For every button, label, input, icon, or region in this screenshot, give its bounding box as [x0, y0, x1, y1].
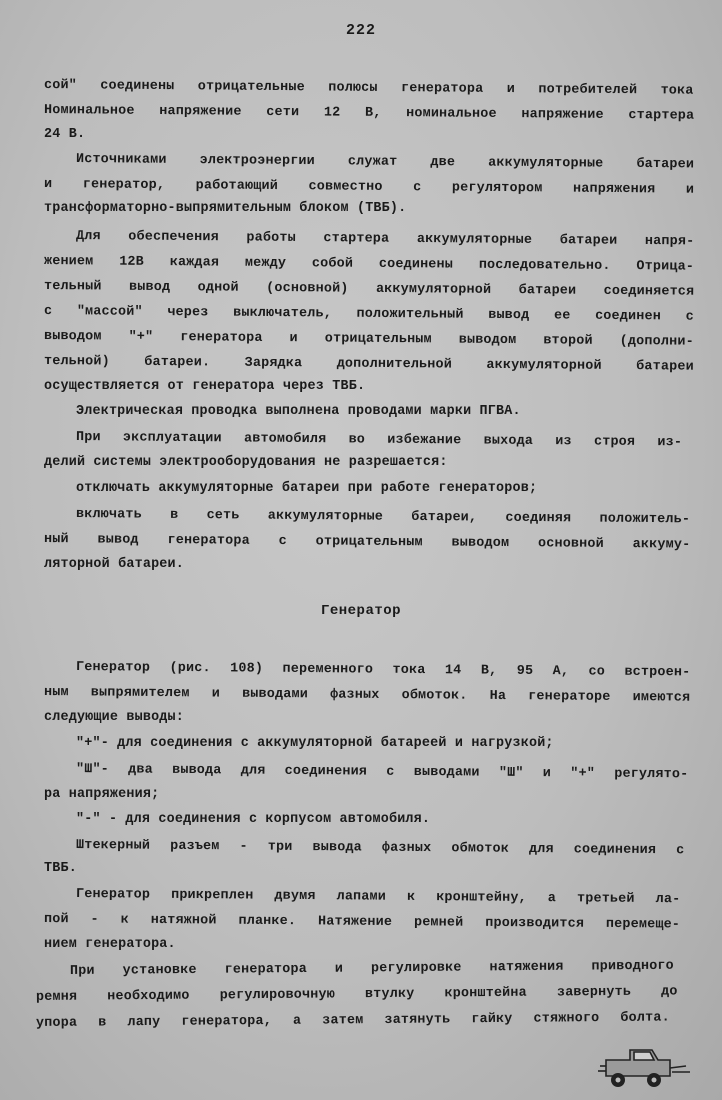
text-line: и генератор, работающий совместно с регулятором напряжения и: [43, 177, 695, 198]
text-line: упора в лапу генератора, а затем затянуть гайку стяжного болта.: [35, 1010, 670, 1031]
text-line: ляторной батареи.: [44, 557, 185, 572]
text-line: Штекерный разъем - три вывода фазных обмоток для соединения с: [75, 838, 685, 859]
text-line: трансформаторно-выпрямительным блоком (ТВБ).: [44, 201, 407, 216]
text-line: При установке генератора и регулировке натяжения приводного: [69, 958, 674, 979]
text-line: осуществляется от генератора через ТВБ.: [44, 379, 366, 394]
text-line: "Ш"- два вывода для соединения с выводами "Ш" и "+" регулято-: [75, 762, 689, 783]
text-line: с "массой" через выключатель, положительный вывод ее соединен с: [43, 304, 694, 325]
text-line: "-" - для соединения с корпусом автомобиля.: [76, 812, 431, 827]
text-line: Генератор (рис. 108) переменного тока 14 В, 95 А, со встроен-: [75, 660, 691, 681]
text-line: включать в сеть аккумуляторные батареи, соединяя положитель-: [75, 507, 691, 528]
truck-logo-icon: [596, 1036, 692, 1094]
text-line: выводом "+" генератора и отрицательным выводом второй (дополни-: [43, 329, 694, 350]
text-line: Источниками электроэнергии служат две аккумуляторные батареи: [75, 152, 695, 173]
text-line: Генератор прикреплен двумя лапами к кронштейну, а третьей ла-: [75, 887, 681, 908]
text-line: 24 В.: [44, 127, 86, 142]
text-line: тельной) батареи. Зарядка дополнительной аккумуляторной батареи: [43, 354, 694, 375]
text-line: нием генератора.: [44, 937, 176, 952]
page-number: 222: [345, 22, 376, 39]
text-line: ТВБ.: [44, 861, 77, 876]
text-line: При эксплуатации автомобиля во избежание выхода из строя из-: [75, 430, 683, 451]
text-line: Электрическая проводка выполнена проводами марки ПГВА.: [76, 404, 521, 419]
text-line: делий системы электрооборудования не разрешается:: [44, 455, 448, 470]
text-line: Для обеспечения работы стартера аккумуляторные батареи напря-: [75, 229, 695, 250]
text-line: жением 12В каждая между собой соединены последовательно. Отрица-: [43, 254, 695, 275]
text-line: ра напряжения;: [44, 787, 160, 802]
text-line: сой" соединены отрицательные полюсы генератора и потребителей тока: [43, 78, 694, 99]
text-line: "+"- для соединения с аккумуляторной батареей и нагрузкой;: [76, 736, 554, 751]
text-line: ремня необходимо регулировочную втулку кронштейна завернуть до: [35, 984, 678, 1005]
text-line: тельный вывод одной (основной) аккумуляторной батареи соединяется: [43, 279, 695, 300]
text-line: отключать аккумуляторные батареи при работе генераторов;: [76, 481, 538, 496]
section-heading: Генератор: [320, 603, 402, 619]
text-line: следующие выводы:: [44, 710, 185, 725]
text-line: ный вывод генератора с отрицательным выводом основной аккуму-: [43, 532, 691, 553]
text-line: Номинальное напряжение сети 12 В, номинальное напряжение стартера: [43, 103, 695, 124]
text-line: пой - к натяжной планке. Натяжение ремней производится перемеще-: [43, 912, 681, 933]
text-line: ным выпрямителем и выводами фазных обмоток. На генераторе имеются: [43, 685, 691, 706]
